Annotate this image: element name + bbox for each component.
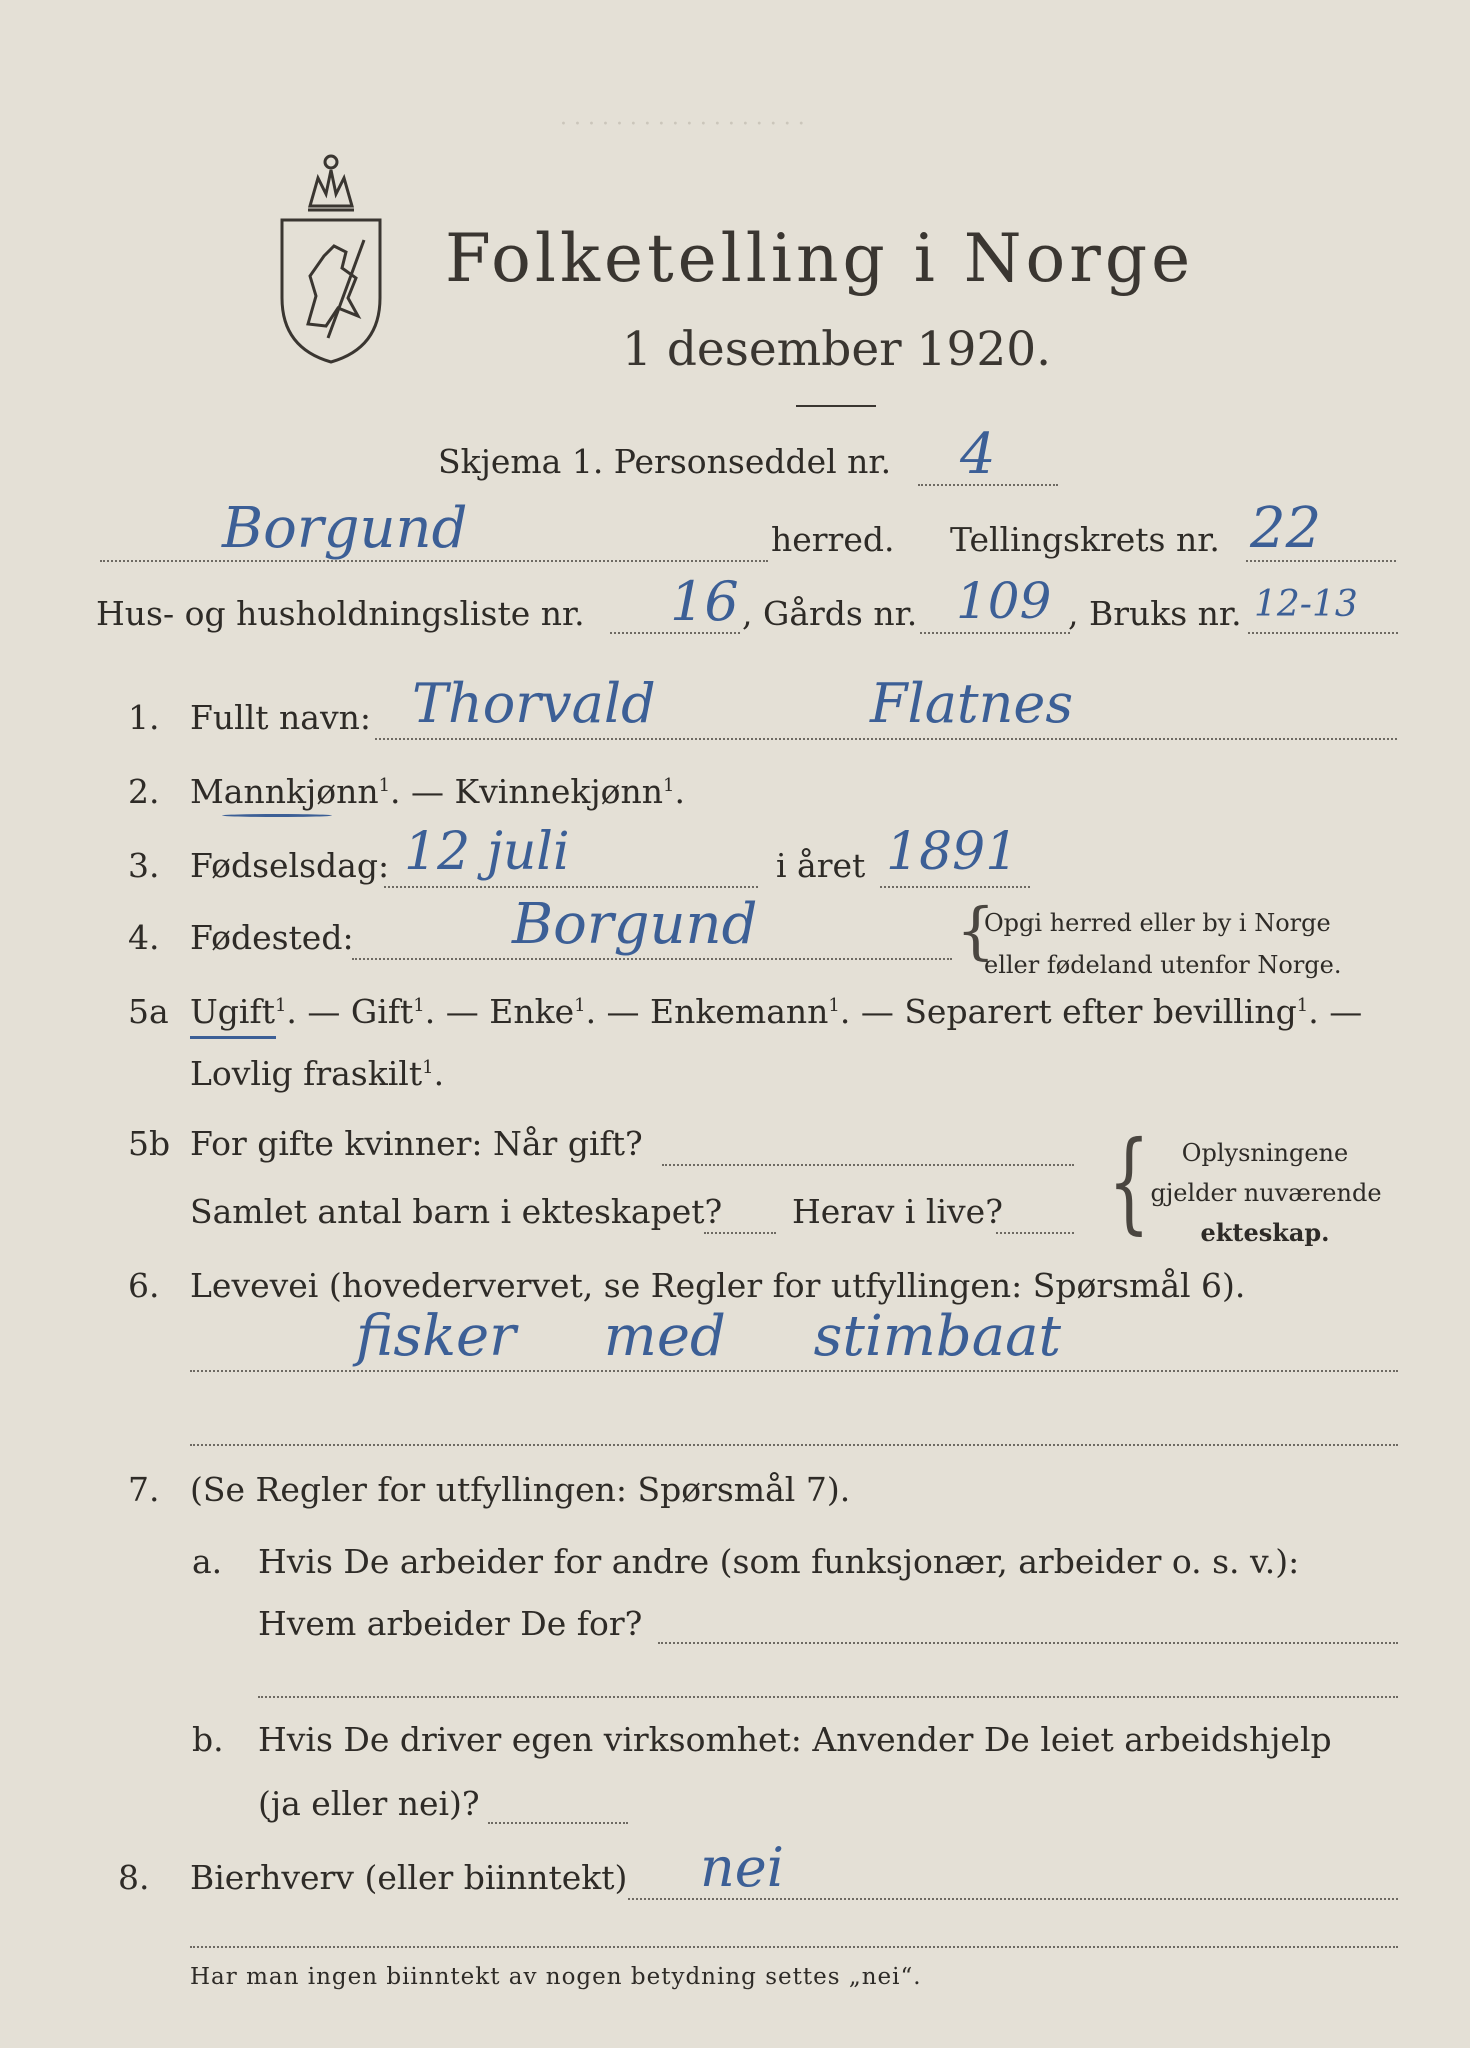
gards-line bbox=[920, 632, 1070, 634]
q3-number: 3. bbox=[128, 846, 160, 885]
q5a-option-separert: Separert efter bevilling bbox=[904, 992, 1297, 1031]
q2-sex-line: Mannkjønn$^1$. — Kvinnekjønn$^1$. bbox=[190, 772, 685, 811]
personseddel-nr-value: 4 bbox=[960, 422, 996, 487]
q5a-line-2: Lovlig fraskilt$^1$. bbox=[190, 1054, 445, 1093]
q5b-label-2: Samlet antal barn i ekteskapet? bbox=[190, 1192, 723, 1231]
q6-value: fisker med stimbaat bbox=[356, 1304, 1062, 1369]
q2-female-option: Kvinnekjønn bbox=[454, 772, 664, 811]
bruks-line bbox=[1248, 632, 1398, 634]
tellingskrets-label: Tellingskrets nr. bbox=[950, 520, 1220, 559]
q4-label: Fødested: bbox=[190, 918, 354, 957]
q5b-label-1: For gifte kvinner: Når gift? bbox=[190, 1124, 643, 1163]
herred-value: Borgund bbox=[222, 496, 468, 561]
herred-label: herred. bbox=[771, 520, 895, 559]
q7-number: 7. bbox=[128, 1470, 160, 1509]
gards-value: 109 bbox=[956, 572, 1052, 630]
q5b-alive-line bbox=[996, 1232, 1074, 1234]
q5b-married-line bbox=[662, 1164, 1074, 1166]
q3-year-value: 1891 bbox=[886, 822, 1019, 882]
q5b-brace: { bbox=[1108, 1117, 1150, 1245]
q5a-options: Ugift$^1$. — Gift$^1$. — Enke$^1$. — Enkemann$^1$. — Separert efter bevilling$^1$. — bbox=[190, 992, 1363, 1031]
q1-last-name-value: Flatnes bbox=[870, 672, 1074, 735]
q3-day-value: 12 juli bbox=[404, 822, 570, 882]
q7b-line bbox=[488, 1822, 628, 1824]
q5a-option-ugift: Ugift bbox=[190, 992, 275, 1031]
q5b-children-line bbox=[704, 1232, 776, 1234]
q3-year-line bbox=[880, 886, 1030, 888]
q5b-note-line-3: ekteskap. bbox=[1200, 1218, 1330, 1247]
q5a-option-fraskilt: Lovlig fraskilt bbox=[190, 1054, 423, 1093]
q7-label: (Se Regler for utfyllingen: Spørsmål 7). bbox=[190, 1470, 851, 1509]
form-date: 1 desember 1920. bbox=[622, 322, 1052, 377]
bruks-value: 12-13 bbox=[1254, 584, 1358, 625]
footer-note: Har man ingen biinntekt av nogen betydning settes „nei“. bbox=[190, 1964, 922, 1990]
q7b-text: Hvis De driver egen virksomhet: Anvender De leiet arbeidshjelp bbox=[258, 1720, 1332, 1759]
q2-male-option: Mannkjønn bbox=[190, 772, 379, 811]
q4-number: 4. bbox=[128, 918, 160, 957]
q7a-question: Hvem arbeider De for? bbox=[258, 1604, 643, 1643]
q5a-ugift-underline-mark bbox=[190, 1036, 276, 1039]
q5a-option-gift: Gift bbox=[350, 992, 414, 1031]
household-list-value: 16 bbox=[670, 570, 739, 633]
q8-label: Bierhverv (eller biinntekt) bbox=[190, 1858, 628, 1897]
q7b-question: (ja eller nei)? bbox=[258, 1784, 480, 1823]
q5b-label-3: Herav i live? bbox=[792, 1192, 1003, 1231]
q2-male-underline-mark bbox=[222, 814, 332, 817]
q8-line-2 bbox=[190, 1946, 1398, 1948]
household-list-label: Hus- og husholdningsliste nr. bbox=[96, 594, 585, 633]
q6-number: 6. bbox=[128, 1266, 160, 1305]
q7a-line-2 bbox=[258, 1696, 1398, 1698]
q4-note-line-1: Opgi herred eller by i Norge bbox=[984, 909, 1331, 937]
coat-of-arms-icon bbox=[268, 148, 394, 366]
q7b-letter: b. bbox=[192, 1720, 224, 1759]
q6-line-2 bbox=[190, 1444, 1398, 1446]
q4-note-line-2: eller fødeland utenfor Norge. bbox=[984, 951, 1342, 979]
q4-line bbox=[352, 958, 952, 960]
q5b-number: 5b bbox=[128, 1124, 171, 1163]
q8-value: nei bbox=[700, 1836, 785, 1899]
tellingskrets-value: 22 bbox=[1250, 496, 1322, 561]
q6-label: Levevei (hovedervervet, se Regler for utfyllingen: Spørsmål 6). bbox=[190, 1266, 1246, 1305]
q5a-option-enke: Enke bbox=[489, 992, 575, 1031]
q3-year-label: i året bbox=[776, 846, 866, 885]
q2-number: 2. bbox=[128, 772, 160, 811]
form-title: Folketelling i Norge bbox=[445, 220, 1195, 297]
bleed-through-text: · · · · · · · · · · · · · · · · · · bbox=[560, 112, 805, 137]
q5a-option-enkemann: Enkemann bbox=[650, 992, 829, 1031]
gards-label: , Gårds nr. bbox=[742, 594, 918, 633]
bruks-label: , Bruks nr. bbox=[1068, 594, 1242, 633]
schema-label: Skjema 1. Personseddel nr. bbox=[438, 442, 892, 481]
q1-number: 1. bbox=[128, 698, 160, 737]
q5b-note-line-2: gjelder nuværende bbox=[1150, 1179, 1382, 1207]
q7a-letter: a. bbox=[192, 1542, 223, 1581]
q6-line-1 bbox=[190, 1370, 1398, 1372]
q4-brace: { bbox=[956, 894, 996, 967]
q3-label: Fødselsdag: bbox=[190, 846, 390, 885]
q8-number: 8. bbox=[118, 1858, 150, 1897]
q1-line bbox=[375, 738, 1397, 740]
q7a-line-1 bbox=[658, 1642, 1398, 1644]
q1-label: Fullt navn: bbox=[190, 698, 371, 737]
title-rule bbox=[796, 405, 876, 407]
q5a-number: 5a bbox=[128, 992, 169, 1031]
q3-day-line bbox=[384, 886, 758, 888]
q1-first-name-value: Thorvald bbox=[412, 672, 656, 735]
q7a-text: Hvis De arbeider for andre (som funksjonær, arbeider o. s. v.): bbox=[258, 1542, 1300, 1581]
q5b-note-line-1: Oplysningene bbox=[1181, 1139, 1349, 1167]
q4-value: Borgund bbox=[512, 892, 758, 957]
